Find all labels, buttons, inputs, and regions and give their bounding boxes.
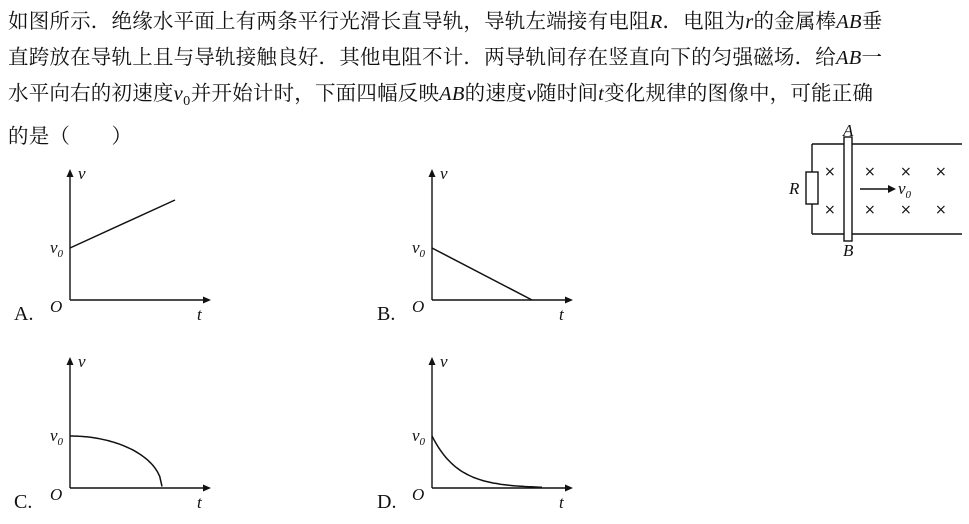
question-line-3: 水平向右的初速度$v_0$并开始计时，下面四幅反映AB的速度v随时间t变化规律的图像中，可能正确 [8, 81, 874, 109]
graph-a-v-arrowhead [67, 169, 74, 177]
graph-a-curve [70, 200, 175, 248]
graph-d-t-label: t [559, 493, 564, 512]
graph-c-t-arrowhead [203, 485, 211, 492]
graph-a-v0-label: $v_0$ [50, 238, 64, 260]
graph-b-t-arrowhead [565, 297, 573, 304]
graph-c-t-label: t [197, 493, 202, 512]
velocity-label: $v_0$ [898, 179, 912, 201]
graph-b-origin-label: O [412, 297, 425, 316]
field-cross: × [864, 202, 876, 218]
option-b-letter[interactable]: B. [377, 303, 396, 325]
resistor-label: R [789, 179, 800, 198]
field-cross: × [824, 202, 836, 218]
rod-label-b: B [843, 241, 854, 260]
option-a-letter[interactable]: A. [14, 303, 34, 325]
graph-a-t-label: t [197, 305, 202, 324]
graph-c-curve [70, 436, 162, 486]
graph-b-v-label: v [440, 164, 448, 183]
graph-b-t-label: t [559, 305, 564, 324]
graph-a-t-arrowhead [203, 297, 211, 304]
graph-b-v0-label: $v_0$ [412, 238, 426, 260]
rod-label-a: A [843, 121, 854, 140]
option-c-letter[interactable]: C. [14, 491, 33, 513]
question-line-4: 的是（ ） [8, 124, 133, 149]
graph-a-origin-label: O [50, 297, 63, 316]
graph-b-v-arrowhead [429, 169, 436, 177]
field-cross: × [900, 164, 912, 180]
graph-d-v0-label: $v_0$ [412, 426, 426, 448]
question-line-2: 直跨放在导轨上且与导轨接触良好．其他电阻不计．两导轨间存在竖直向下的匀强磁场．给AB一 [8, 45, 883, 69]
graph-d-origin-label: O [412, 485, 425, 504]
graph-b-curve [432, 248, 532, 300]
graph-d-v-arrowhead [429, 357, 436, 365]
graph-d-v-label: v [440, 352, 448, 371]
field-cross: × [900, 202, 912, 218]
graph-c-v-label: v [78, 352, 86, 371]
graph-d-t-arrowhead [565, 485, 573, 492]
graph-c-v-arrowhead [67, 357, 74, 365]
graph-a-v-label: v [78, 164, 86, 183]
option-d-letter[interactable]: D. [377, 491, 397, 513]
field-cross: × [824, 164, 836, 180]
graph-c-v0-label: $v_0$ [50, 426, 64, 448]
question-line-1: 如图所示．绝缘水平面上有两条平行光滑长直导轨，导轨左端接有电阻R．电阻为r的金属棒AB垂 [8, 9, 883, 33]
graph-d-curve [432, 436, 542, 487]
graph-c-origin-label: O [50, 485, 63, 504]
field-cross: × [864, 164, 876, 180]
field-cross: × [935, 202, 947, 218]
field-cross: × [935, 164, 947, 180]
